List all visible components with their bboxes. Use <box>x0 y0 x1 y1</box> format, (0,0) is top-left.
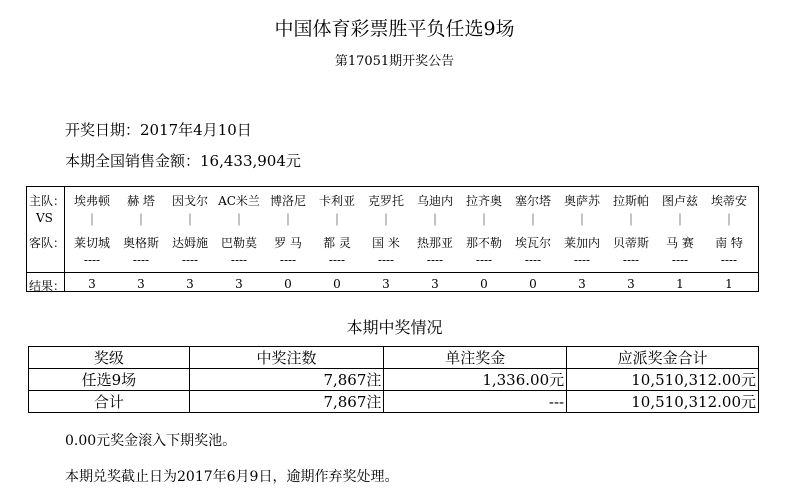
home-team-label: 主队： <box>29 194 66 208</box>
away-team: 达姆施 <box>171 236 208 250</box>
away-team: 都 灵 <box>323 236 351 250</box>
away-team: 南 特 <box>715 236 743 250</box>
match-result: 3 <box>186 277 194 291</box>
prize-section-title: 本期中奖情况 <box>346 318 443 337</box>
dash-separator: ---- <box>475 253 493 267</box>
match-column <box>64 187 120 291</box>
match-result: 0 <box>529 277 537 291</box>
away-team: 莱加内 <box>563 236 600 250</box>
vs-mark: ｜ <box>428 213 441 227</box>
vs-mark: ｜ <box>85 213 98 227</box>
header-cell: 应派奖金合计 <box>567 347 759 369</box>
home-team: 克罗托 <box>367 194 404 208</box>
table-row <box>29 391 759 413</box>
home-team: 卡利亚 <box>318 194 355 208</box>
home-team: 图卢兹 <box>661 194 698 208</box>
single-prize-cell: 1,336.00元 <box>384 369 567 391</box>
header-cell: 单注奖金 <box>384 347 567 369</box>
match-column <box>603 187 659 291</box>
table-row <box>29 369 759 391</box>
home-team: 乌迪内 <box>416 194 453 208</box>
rollover-note: 0.00元奖金滚入下期奖池。 <box>65 433 237 449</box>
vs-mark: ｜ <box>673 213 686 227</box>
match-result: 0 <box>480 277 488 291</box>
match-result: 1 <box>725 277 733 291</box>
home-team: 拉齐奥 <box>465 194 502 208</box>
home-team: 埃弗顿 <box>73 194 110 208</box>
home-team: AC米兰 <box>218 194 260 208</box>
vs-label: VS <box>36 211 53 225</box>
match-column <box>309 187 365 291</box>
away-team: 巴勒莫 <box>220 236 257 250</box>
dash-separator: ---- <box>573 253 591 267</box>
away-team: 罗 马 <box>274 236 302 250</box>
match-column <box>701 187 757 291</box>
winning-count-cell: 7,867注 <box>189 391 384 413</box>
dash-separator: ---- <box>671 253 689 267</box>
match-column <box>113 187 169 291</box>
home-team: 博洛尼 <box>269 194 306 208</box>
match-result: 3 <box>382 277 390 291</box>
vs-mark: ｜ <box>183 213 196 227</box>
dash-separator: ---- <box>524 253 542 267</box>
match-result: 1 <box>676 277 684 291</box>
vs-mark: ｜ <box>526 213 539 227</box>
away-team: 那不勒 <box>465 236 502 250</box>
issue-subtitle: 第17051期开奖公告 <box>334 54 455 69</box>
table-header-row <box>29 347 759 369</box>
dash-separator: ---- <box>328 253 346 267</box>
dash-separator: ---- <box>720 253 738 267</box>
away-team: 马 赛 <box>666 236 694 250</box>
away-team: 热那亚 <box>416 236 453 250</box>
match-column <box>505 187 561 291</box>
result-label: 结果： <box>29 279 66 293</box>
match-result: 3 <box>235 277 243 291</box>
match-column <box>652 187 708 291</box>
header-cell: 奖级 <box>29 347 190 369</box>
vs-mark: ｜ <box>134 213 147 227</box>
draw-date: 开奖日期：2017年4月10日 <box>65 121 252 139</box>
total-prize-cell: 10,510,312.00元 <box>567 369 759 391</box>
match-result: 3 <box>627 277 635 291</box>
match-result: 0 <box>284 277 292 291</box>
deadline-note: 本期兑奖截止日为2017年6月9日，逾期作弃奖处理。 <box>65 469 399 485</box>
match-column <box>211 187 267 291</box>
home-team: 赫 塔 <box>127 194 155 208</box>
match-results-box <box>26 186 759 292</box>
dash-separator: ---- <box>230 253 248 267</box>
prize-table <box>28 346 759 413</box>
away-team: 奥格斯 <box>122 236 159 250</box>
dash-separator: ---- <box>377 253 395 267</box>
match-column <box>554 187 610 291</box>
vs-mark: ｜ <box>575 213 588 227</box>
announcement-title: 中国体育彩票胜平负任选9场 <box>274 18 515 40</box>
vs-mark: ｜ <box>232 213 245 227</box>
match-column <box>260 187 316 291</box>
prize-level-cell: 合计 <box>29 391 190 413</box>
total-prize-cell: 10,510,312.00元 <box>567 391 759 413</box>
vs-mark: ｜ <box>281 213 294 227</box>
match-result: 3 <box>137 277 145 291</box>
away-team: 国 米 <box>372 236 400 250</box>
vs-mark: ｜ <box>722 213 735 227</box>
dash-separator: ---- <box>426 253 444 267</box>
away-team: 莱切城 <box>73 236 110 250</box>
match-result: 3 <box>431 277 439 291</box>
away-team-label: 客队： <box>29 236 66 250</box>
sales-amount: 本期全国销售金额：16,433,904元 <box>65 152 301 170</box>
vs-mark: ｜ <box>477 213 490 227</box>
home-team: 塞尔塔 <box>514 194 551 208</box>
dash-separator: ---- <box>132 253 150 267</box>
match-result: 3 <box>578 277 586 291</box>
match-column <box>358 187 414 291</box>
vs-mark: ｜ <box>624 213 637 227</box>
vs-mark: ｜ <box>330 213 343 227</box>
away-team: 贝蒂斯 <box>612 236 649 250</box>
dash-separator: ---- <box>622 253 640 267</box>
dash-separator: ---- <box>279 253 297 267</box>
match-column <box>407 187 463 291</box>
home-team: 拉斯帕 <box>612 194 649 208</box>
dash-separator: ---- <box>181 253 199 267</box>
away-team: 埃瓦尔 <box>514 236 551 250</box>
match-column <box>456 187 512 291</box>
winning-count-cell: 7,867注 <box>189 369 384 391</box>
dash-separator: ---- <box>83 253 101 267</box>
home-team: 埃蒂安 <box>710 194 747 208</box>
match-result: 0 <box>333 277 341 291</box>
prize-level-cell: 任选9场 <box>29 369 190 391</box>
header-cell: 中奖注数 <box>189 347 384 369</box>
match-result: 3 <box>88 277 96 291</box>
home-team: 因戈尔 <box>171 194 208 208</box>
home-team: 奥萨苏 <box>563 194 600 208</box>
single-prize-cell: --- <box>384 391 567 413</box>
vs-mark: ｜ <box>379 213 392 227</box>
match-column <box>162 187 218 291</box>
